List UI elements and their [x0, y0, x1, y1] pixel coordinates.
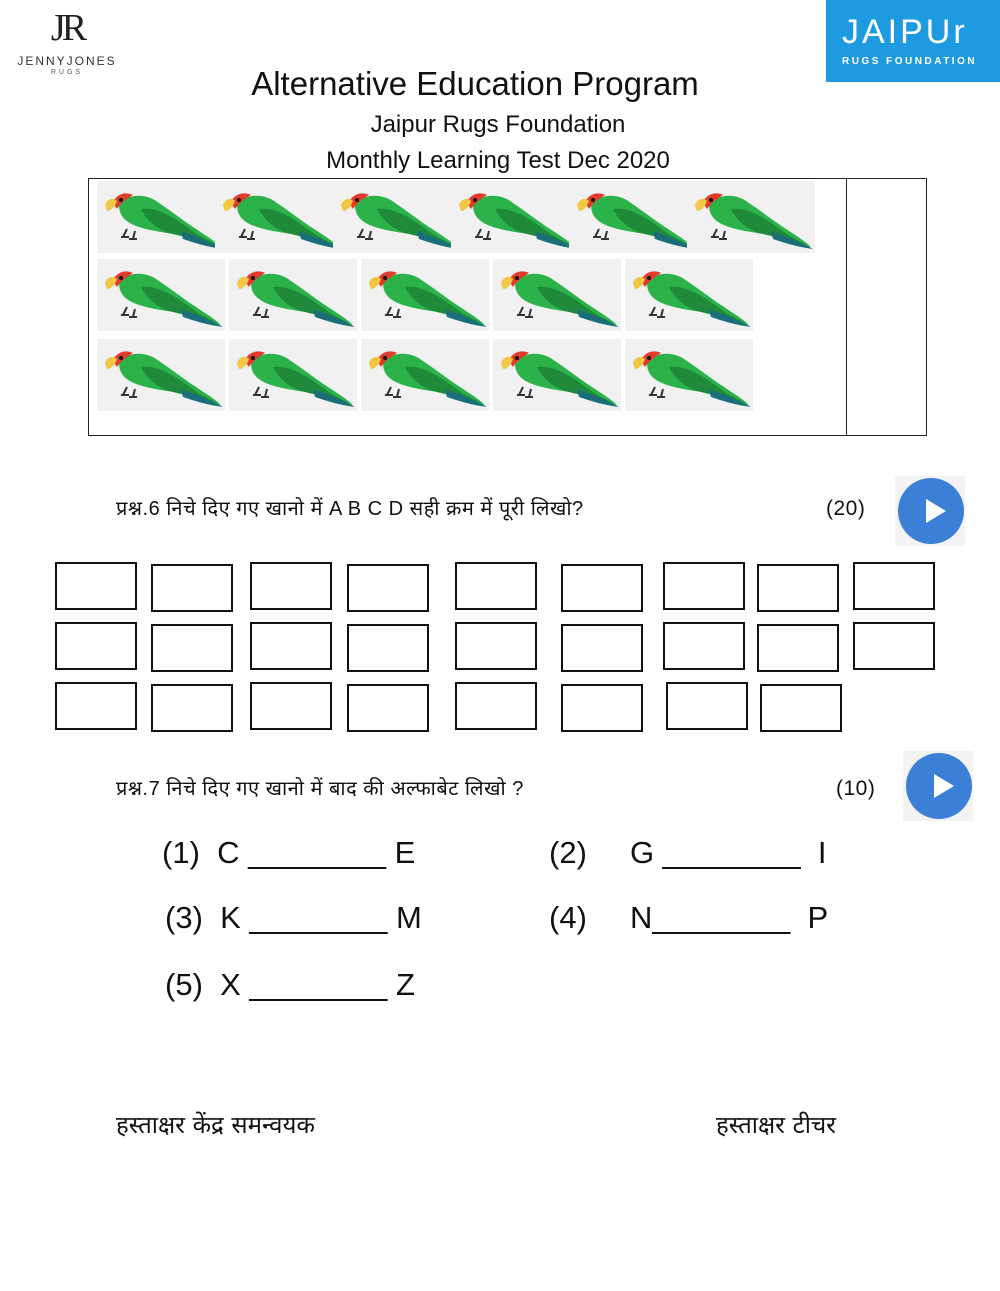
answer-box[interactable]	[455, 622, 537, 670]
answer-box[interactable]	[347, 564, 429, 612]
answer-box[interactable]	[663, 562, 745, 610]
answer-box[interactable]	[853, 622, 935, 670]
answer-box[interactable]	[151, 684, 233, 732]
parrot-icon	[687, 181, 815, 253]
answer-box[interactable]	[151, 564, 233, 612]
answer-box[interactable]	[666, 682, 748, 730]
parrot-icon	[493, 259, 621, 331]
fill-item-4[interactable]: (4) N________ P	[549, 900, 829, 935]
parrot-icon	[97, 181, 225, 253]
answer-box[interactable]	[561, 684, 643, 732]
answer-box[interactable]	[347, 624, 429, 672]
answer-box[interactable]	[455, 682, 537, 730]
answer-box[interactable]	[760, 684, 842, 732]
jennyjones-sub: RUGS	[50, 69, 84, 76]
question-7-marks: (10)	[836, 777, 876, 800]
page-title: Alternative Education Program	[251, 65, 699, 102]
parrot-icon	[361, 259, 489, 331]
fill-item-2[interactable]: (2) G ________ I	[549, 835, 827, 870]
question-6-play-button[interactable]	[895, 476, 965, 546]
answer-box[interactable]	[250, 622, 332, 670]
teacher-signature-label: हस्ताक्षर टीचर	[716, 1111, 836, 1139]
answer-box[interactable]	[55, 682, 137, 730]
question-7-play-button[interactable]	[903, 751, 973, 821]
answer-box[interactable]	[561, 564, 643, 612]
question-6-text: प्रश्न.6 निचे दिए गए खानो में A B C D सही क्रम में पूरी लिखो?	[116, 498, 584, 520]
answer-box[interactable]	[55, 562, 137, 610]
jennyjones-name: JENNYJONES	[17, 54, 117, 68]
answer-box[interactable]	[455, 562, 537, 610]
question-7-text: प्रश्न.7 निचे दिए गए खानो में बाद की अल्फाबेट लिखो ?	[116, 778, 524, 800]
parrot-icon	[229, 339, 357, 411]
parrot-icon	[97, 339, 225, 411]
answer-box[interactable]	[151, 624, 233, 672]
jr-monogram: JR	[50, 7, 84, 49]
answer-box[interactable]	[757, 564, 839, 612]
answer-box[interactable]	[561, 624, 643, 672]
coordinator-signature-label: हस्ताक्षर केंद्र समन्वयक	[116, 1111, 315, 1139]
answer-box[interactable]	[55, 622, 137, 670]
answer-box[interactable]	[347, 684, 429, 732]
answer-box[interactable]	[663, 622, 745, 670]
answer-box[interactable]	[250, 682, 332, 730]
test-name: Monthly Learning Test Dec 2020	[326, 147, 670, 174]
answer-box[interactable]	[853, 562, 935, 610]
jaipur-logo-sub: RUGS FOUNDATION	[842, 56, 978, 67]
bird-box-divider	[846, 179, 847, 435]
jaipur-logo-name: JAIPUr	[842, 13, 968, 51]
parrot-icon	[229, 259, 357, 331]
organization-name: Jaipur Rugs Foundation	[370, 111, 626, 138]
fill-item-1[interactable]: (1) C ________ E	[162, 835, 416, 870]
fill-item-5[interactable]: (5) X ________ Z	[165, 967, 415, 1002]
parrot-icon	[333, 181, 461, 253]
parrot-icon	[215, 181, 343, 253]
parrot-icon	[625, 339, 753, 411]
answer-box[interactable]	[757, 624, 839, 672]
parrot-icon	[569, 181, 697, 253]
parrot-icon	[97, 259, 225, 331]
play-icon	[898, 478, 964, 544]
parrot-icon	[625, 259, 753, 331]
play-icon	[906, 753, 972, 819]
parrot-icon	[451, 181, 579, 253]
fill-item-3[interactable]: (3) K ________ M	[165, 900, 422, 935]
question-6-marks: (20)	[826, 497, 866, 520]
answer-box[interactable]	[250, 562, 332, 610]
parrot-icon	[493, 339, 621, 411]
parrot-icon	[361, 339, 489, 411]
